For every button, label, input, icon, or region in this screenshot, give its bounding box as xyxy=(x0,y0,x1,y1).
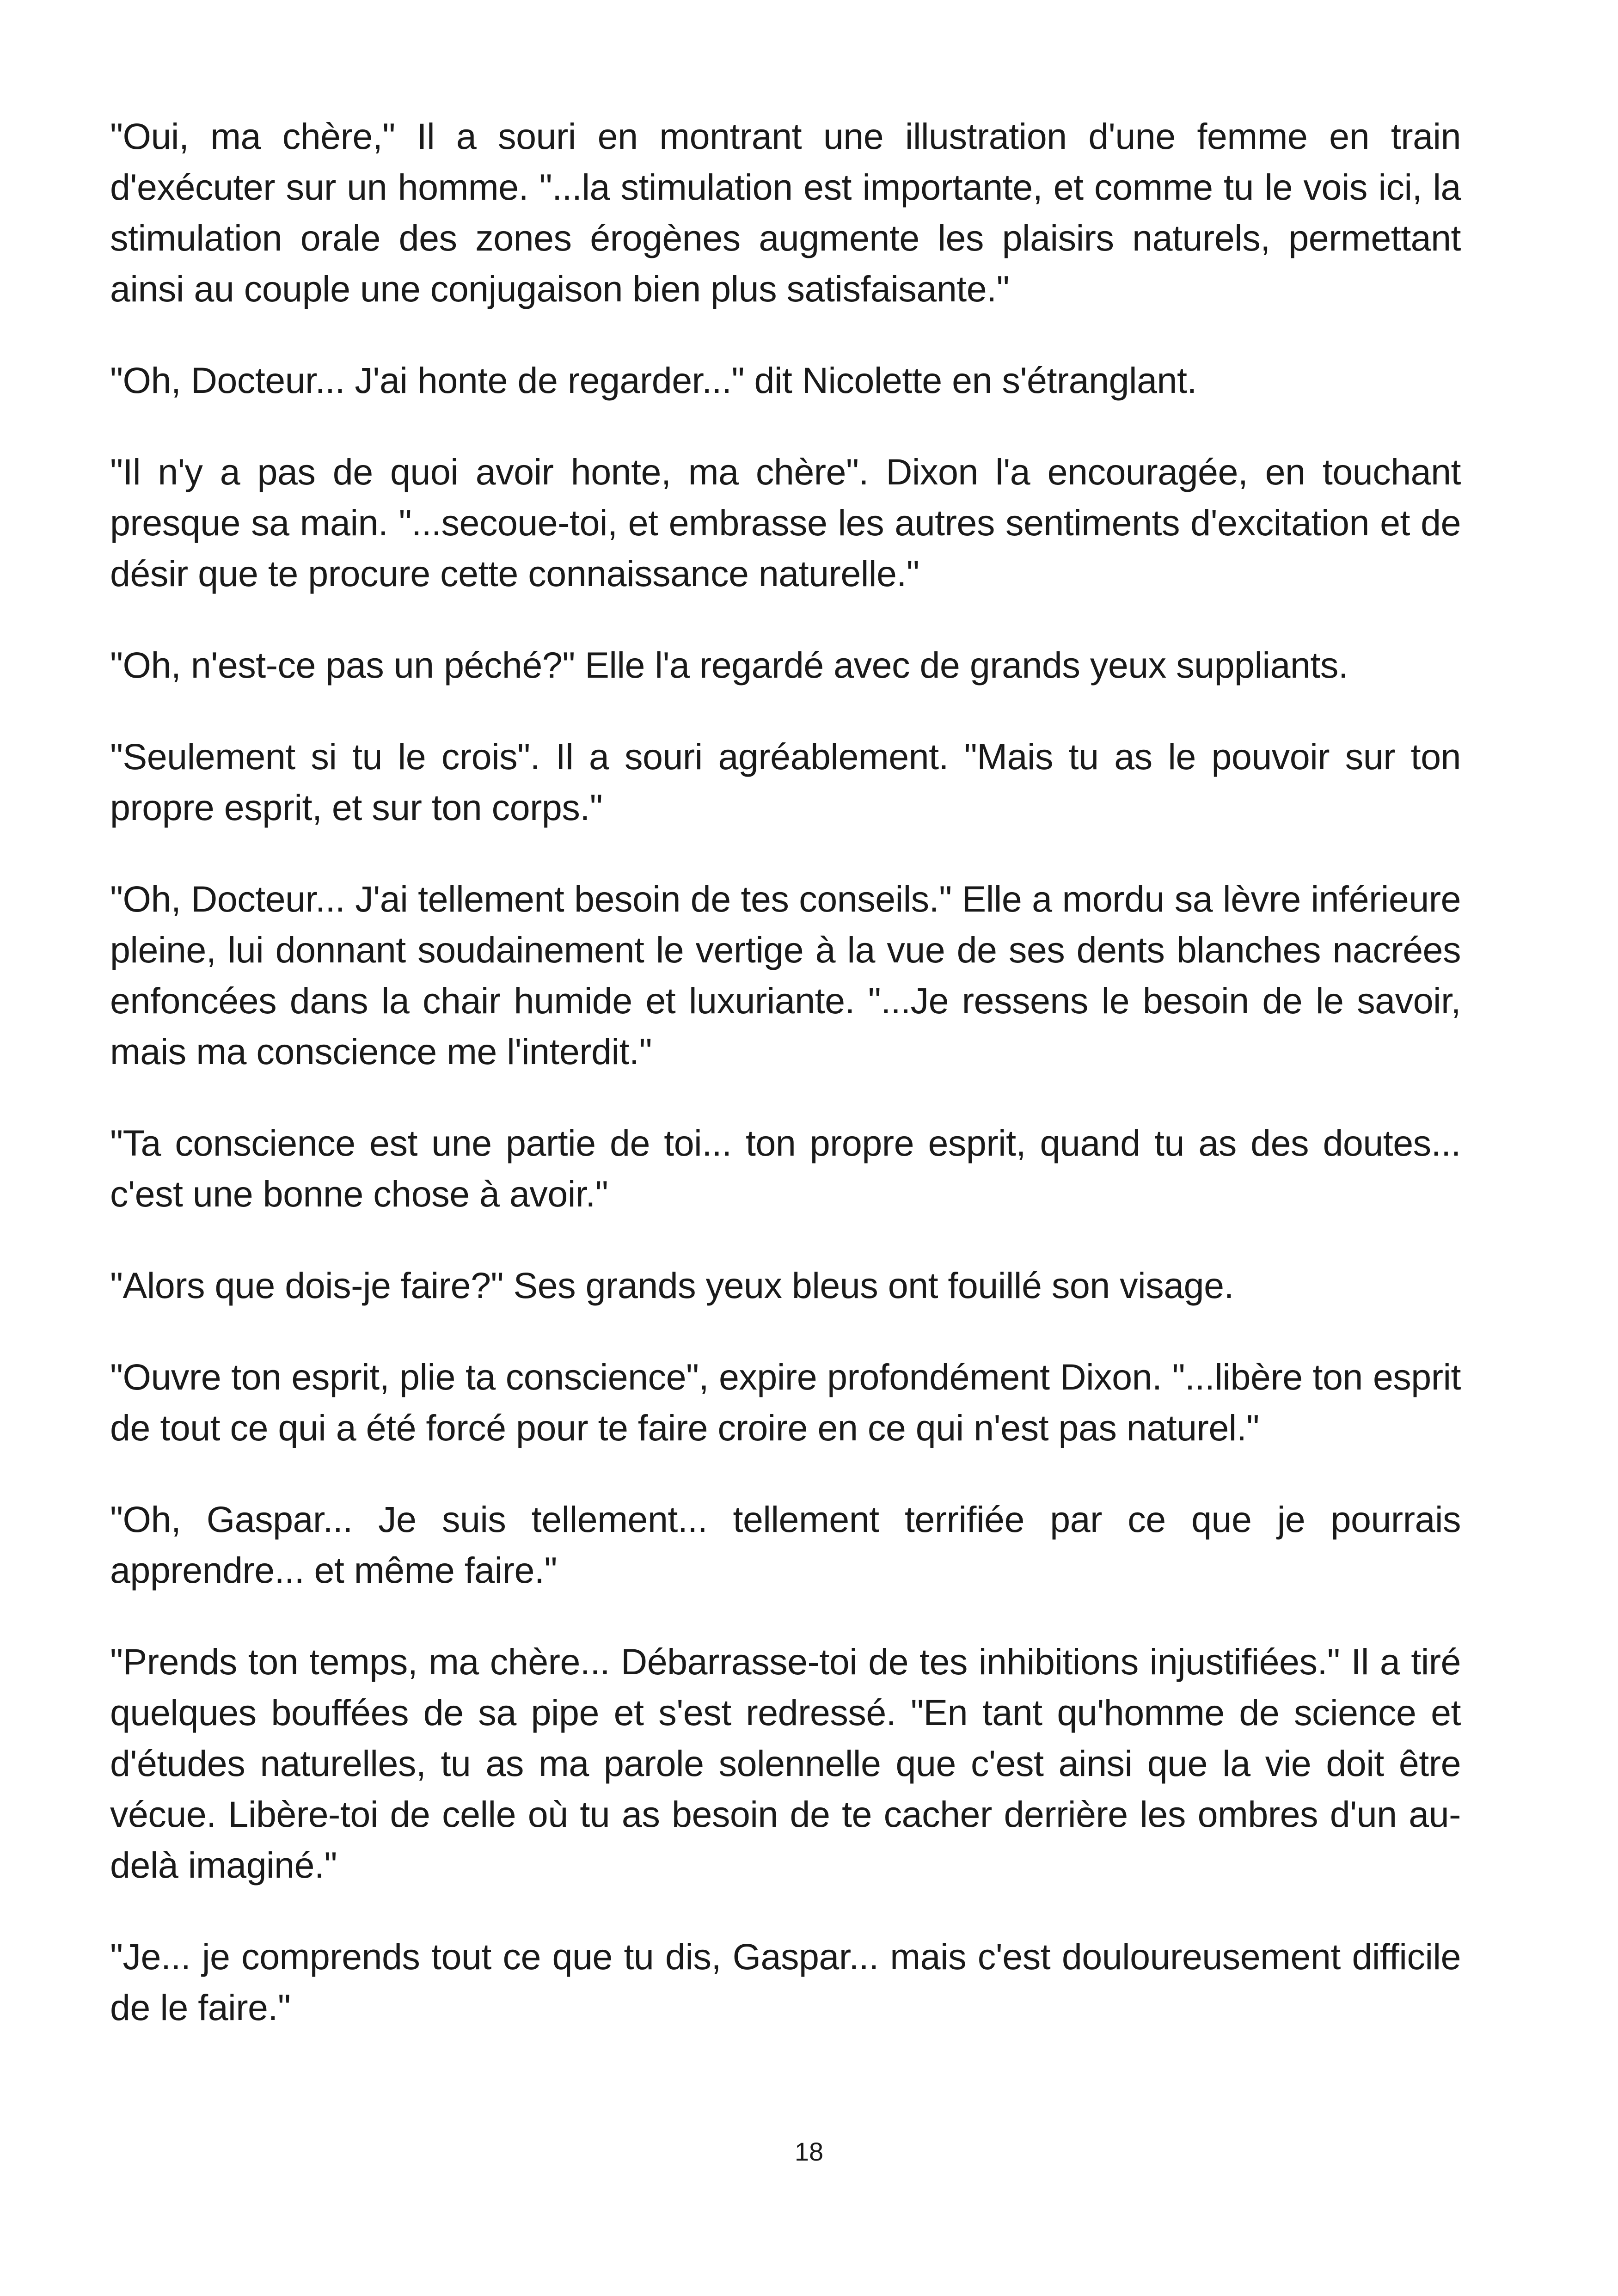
paragraph-8: "Alors que dois-je faire?" Ses grands yeux bleus ont fouillé son visage. xyxy=(110,1265,1234,1306)
paragraph-10: "Oh, Gaspar... Je suis tellement... tellement terrifiée par ce que je pourrais apprendre... et même faire." xyxy=(110,1499,1461,1591)
paragraph-4: "Oh, n'est-ce pas un péché?" Elle l'a regardé avec de grands yeux suppliants. xyxy=(110,644,1348,686)
paragraph-3: "Il n'y a pas de quoi avoir honte, ma chère". Dixon l'a encouragée, en touchant presque sa main. "...secoue-toi, et embrasse les autres sentiments d'excitation et de désir que te procure cette connaissance naturelle." xyxy=(110,451,1461,594)
paragraph-2: "Oh, Docteur... J'ai honte de regarder..." dit Nicolette en s'étranglant. xyxy=(110,360,1197,401)
page-number: 18 xyxy=(794,2137,824,2166)
paragraph-1: "Oui, ma chère," Il a souri en montrant une illustration d'une femme en train d'exécuter sur un homme. "...la stimulation est importante, et comme tu le vois ici, la stimulation orale des zones érogènes augmente les plaisirs naturels, permettant ainsi au couple une conjugaison bien plus satisfaisante." xyxy=(110,116,1461,309)
paragraph-12: "Je... je comprends tout ce que tu dis, Gaspar... mais c'est douloureusement difficile de le faire." xyxy=(110,1936,1461,2028)
paragraph-6: "Oh, Docteur... J'ai tellement besoin de tes conseils." Elle a mordu sa lèvre inférieure pleine, lui donnant soudainement le vertige à la vue de ses dents blanches nacrées enfoncées dans la chair humide et luxuriante. "...Je ressens le besoin de le savoir, mais ma conscience me l'interdit." xyxy=(110,878,1461,1072)
paragraph-5: "Seulement si tu le crois". Il a souri agréablement. "Mais tu as le pouvoir sur ton propre esprit, et sur ton corps." xyxy=(110,736,1461,828)
page-body xyxy=(110,111,1461,2074)
paragraph-9: "Ouvre ton esprit, plie ta conscience", expire profondément Dixon. "...libère ton esprit de tout ce qui a été forcé pour te faire croire en ce qui n'est pas naturel." xyxy=(110,1356,1461,1448)
paragraph-11: "Prends ton temps, ma chère... Débarrasse-toi de tes inhibitions injustifiées." Il a tiré quelques bouffées de sa pipe et s'est redressé. "En tant qu'homme de science et d'études naturelles, tu as ma parole solennelle que c'est ainsi que la vie doit être vécue. Libère-toi de celle où tu as besoin de te cacher derrière les ombres d'un au-delà imaginé." xyxy=(110,1641,1461,1886)
paragraph-7: "Ta conscience est une partie de toi... ton propre esprit, quand tu as des doutes... c'est une bonne chose à avoir." xyxy=(110,1122,1461,1214)
